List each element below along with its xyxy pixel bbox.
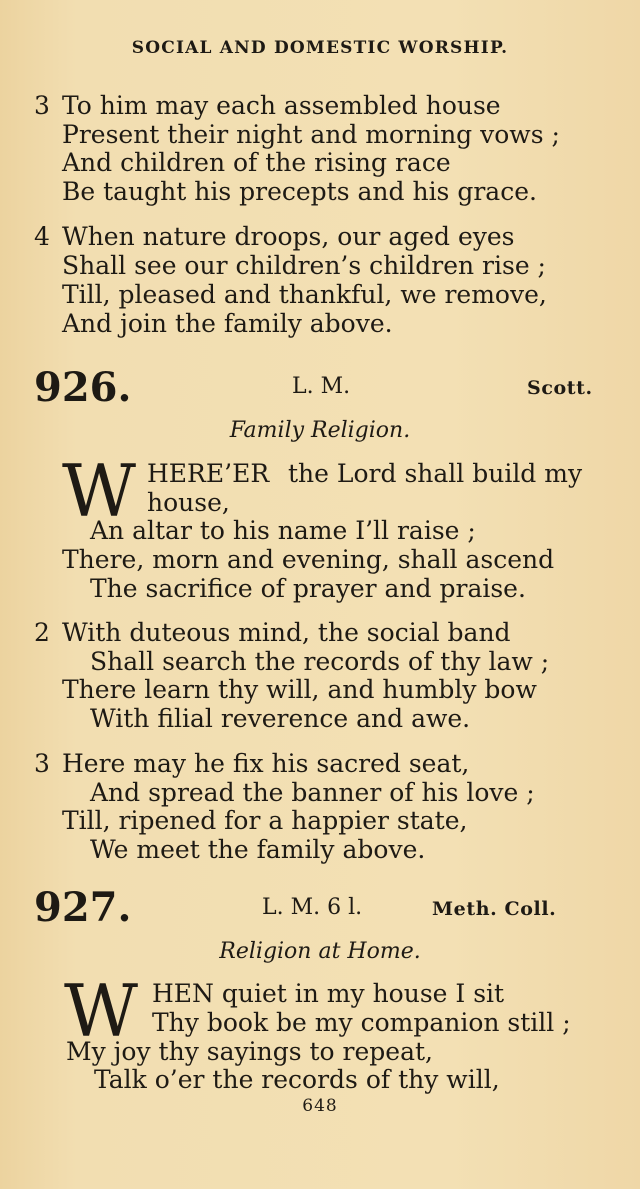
verse-line: The sacrifice of prayer and praise. [90,574,526,603]
running-header: SOCIAL AND DOMESTIC WORSHIP. [131,38,509,58]
verse-line: Present their night and morning vows ; [62,120,560,149]
hymn-meter: L. M. 6 l. [262,895,363,920]
verse-line: Till, pleased and thankful, we remove, [62,280,547,309]
stanza-number: 2 [34,618,50,647]
verse-line: My joy thy sayings to repeat, [66,1037,433,1066]
hymn-author: Meth. Coll. [432,898,557,920]
verse-line: Talk o’er the records of thy will, [94,1065,500,1094]
verse-line-first: HEN quiet in my house I sit [152,979,505,1008]
verse-line: Shall search the records of thy law ; [90,647,550,676]
hymn-title: Family Religion. [229,418,411,443]
first-word: HERE’ER [147,459,270,488]
verse-line: Thy book be my companion still ; [152,1008,571,1037]
verse-line: And spread the banner of his love ; [90,778,535,807]
hymn-meter: L. M. [292,374,351,399]
verse-line: When nature droops, our aged eyes [62,222,515,251]
verse-line-first [147,459,583,489]
stanza-number: 3 [34,91,50,120]
first-line-rest: the Lord shall build my [288,459,583,488]
drop-cap: W [62,449,137,533]
verse-line: And children of the rising race [62,148,451,177]
verse-line: There, morn and evening, shall ascend [62,545,555,574]
verse-line: Be taught his precepts and his grace. [62,177,537,206]
stanza-number: 4 [34,222,50,251]
verse-line: With duteous mind, the social band [62,618,511,647]
hymn-number: 927. [34,884,132,931]
drop-cap: W [64,969,139,1053]
verse-line: Here may he fix his sacred seat, [62,749,470,778]
verse-line: And join the family above. [62,309,393,338]
hymn-number: 926. [34,364,132,411]
page-number: 648 [302,1096,338,1116]
verse-line: We meet the family above. [90,835,426,864]
hymn-title: Religion at Home. [219,939,421,964]
verse-line: An altar to his name I’ll raise ; [90,516,476,545]
stanza-number: 3 [34,749,50,778]
verse-line: Shall see our children’s children rise ; [62,251,546,280]
verse-line: Till, ripened for a happier state, [62,806,468,835]
verse-line: To him may each assembled house [62,91,501,120]
verse-line: There learn thy will, and humbly bow [62,675,537,704]
verse-line: With filial reverence and awe. [90,704,471,733]
hymn-author: Scott. [527,377,593,399]
verse-line: house, [147,488,230,517]
